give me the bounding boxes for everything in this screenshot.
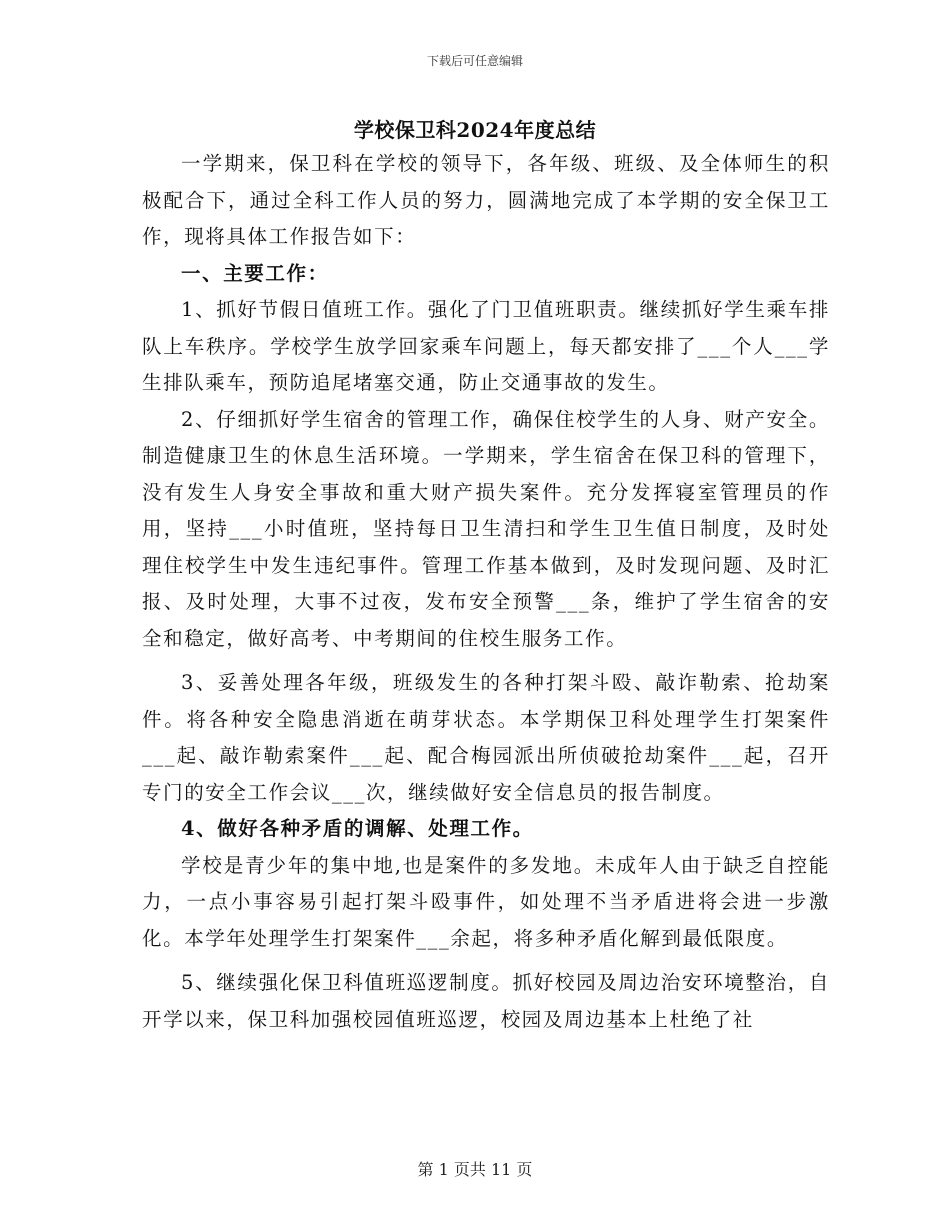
intro-paragraph: 一学期来，保卫科在学校的领导下，各年级、班级、及全体师生的积极配合下，通过全科工作人员的努力，圆满地完成了本学期的安全保卫工作，现将具体工作报告如下： xyxy=(142,152,830,248)
paragraph-item-3: 3、妥善处理各年级，班级发生的各种打架斗殴、敲诈勒索、抢劫案件。将各种安全隐患消逝在萌芽状态。本学期保卫科处理学生打架案件___起、敲诈勒索案件___起、配合梅园派出所侦破抢劫案件___起，召开专门的安全工作会议___次，继续做好安全信息员的报告制度。 xyxy=(142,671,830,804)
paragraph-item-1: 1、抓好节假日值班工作。强化了门卫值班职责。继续抓好学生乘车排队上车秩序。学校学生放学回家乘车问题上，每天都安排了___个人___学生排队乘车，预防追尾堵塞交通，防止交通事故的发生。 xyxy=(142,298,830,394)
section-heading-main-work: 一、主要工作： xyxy=(181,261,329,285)
paragraph-item-4-body: 学校是青少年的集中地,也是案件的多发地。未成年人由于缺乏自控能力，一点小事容易引起打架斗殴事件，如处理不当矛盾进将会进一步激化。本学年处理学生打架案件___余起，将多种矛盾化解到最低限度。 xyxy=(142,853,830,950)
document-body xyxy=(142,146,830,1038)
paragraph-item-2: 2、仔细抓好学生宿舍的管理工作，确保住校学生的人身、财产安全。制造健康卫生的休息生活环境。一学期来，学生宿舍在保卫科的管理下，没有发生人身安全事故和重大财产损失案件。充分发挥寝室管理员的作用，坚持___小时值班，坚持每日卫生清扫和学生卫生值日制度，及时处理住校学生中发生违纪事件。管理工作基本做到，及时发现问题、及时汇报、及时处理，大事不过夜，发布安全预警___条，维护了学生宿舍的安全和稳定，做好高考、中考期间的住校生服务工作。 xyxy=(142,407,830,650)
header-note: 下载后可任意编辑 xyxy=(426,54,523,68)
section-heading-item-4: 4、做好各种矛盾的调解、处理工作。 xyxy=(181,817,534,840)
page-number-footer: 第 1 页共 11 页 xyxy=(417,1160,533,1179)
document-title: 学校保卫科2024年度总结 xyxy=(353,118,597,142)
paragraph-item-5: 5、继续强化保卫科值班巡逻制度。抓好校园及周边治安环境整治，自开学以来，保卫科加强校园值班巡逻，校园及周边基本上杜绝了社 xyxy=(142,971,830,1031)
